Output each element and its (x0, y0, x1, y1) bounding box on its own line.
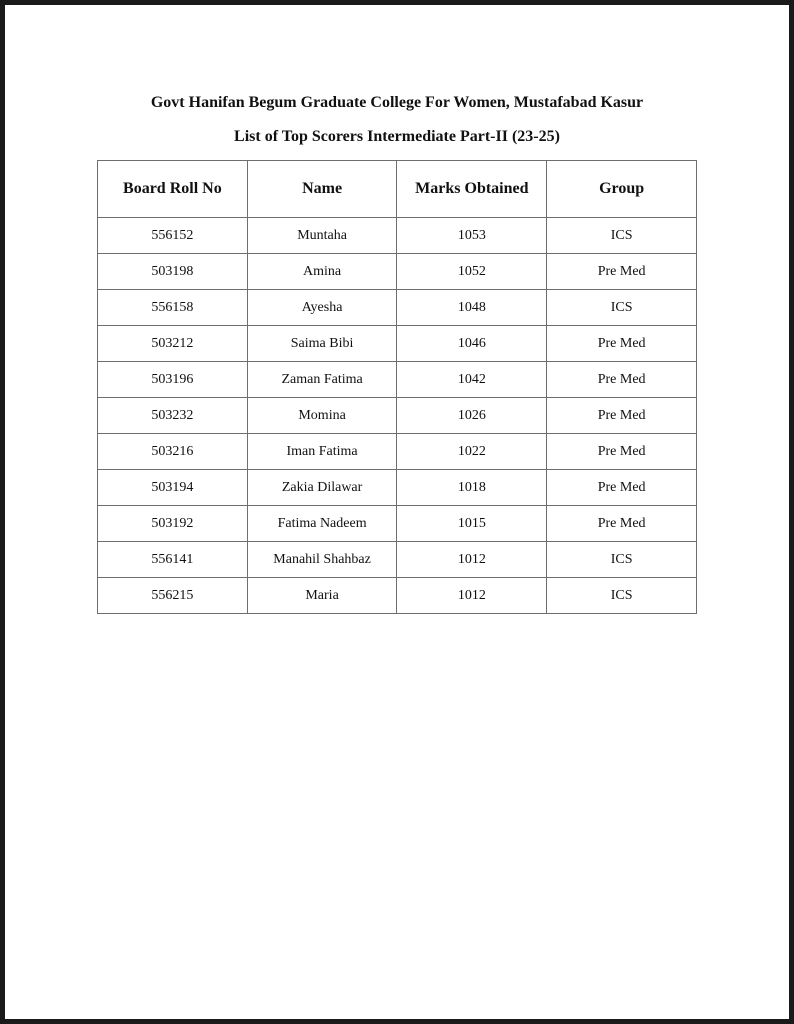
cell-name: Iman Fatima (247, 434, 397, 470)
table-row (98, 254, 697, 290)
cell-group: Pre Med (547, 326, 697, 362)
cell-roll: 556158 (98, 290, 248, 326)
cell-group: ICS (547, 290, 697, 326)
cell-marks: 1026 (397, 398, 547, 434)
cell-roll: 503196 (98, 362, 248, 398)
cell-group: Pre Med (547, 398, 697, 434)
table-row (98, 218, 697, 254)
cell-roll: 503212 (98, 326, 248, 362)
cell-marks: 1048 (397, 290, 547, 326)
table-row (98, 326, 697, 362)
cell-name: Saima Bibi (247, 326, 397, 362)
table-row (98, 578, 697, 614)
table-header-row (98, 161, 697, 218)
list-title: List of Top Scorers Intermediate Part-II (23-25) (234, 128, 560, 145)
cell-group: Pre Med (547, 506, 697, 542)
cell-roll: 503194 (98, 470, 248, 506)
table-row (98, 434, 697, 470)
cell-name: Zakia Dilawar (247, 470, 397, 506)
table-row (98, 398, 697, 434)
table-row (98, 290, 697, 326)
cell-roll: 556152 (98, 218, 248, 254)
cell-name: Manahil Shahbaz (247, 542, 397, 578)
cell-roll: 503216 (98, 434, 248, 470)
top-scorers-table (97, 160, 697, 614)
cell-marks: 1042 (397, 362, 547, 398)
cell-name: Maria (247, 578, 397, 614)
cell-marks: 1022 (397, 434, 547, 470)
table-row (98, 542, 697, 578)
table-row (98, 470, 697, 506)
table-row (98, 362, 697, 398)
cell-marks: 1046 (397, 326, 547, 362)
cell-marks: 1018 (397, 470, 547, 506)
cell-marks: 1053 (397, 218, 547, 254)
header-marks-obtained: Marks Obtained (397, 161, 547, 218)
cell-marks: 1012 (397, 542, 547, 578)
header-name: Name (247, 161, 397, 218)
cell-group: Pre Med (547, 470, 697, 506)
cell-name: Zaman Fatima (247, 362, 397, 398)
cell-group: ICS (547, 218, 697, 254)
cell-group: Pre Med (547, 434, 697, 470)
cell-roll: 503198 (98, 254, 248, 290)
table-row (98, 506, 697, 542)
college-title: Govt Hanifan Begum Graduate College For Women, Mustafabad Kasur (150, 94, 644, 111)
cell-roll: 503232 (98, 398, 248, 434)
cell-marks: 1015 (397, 506, 547, 542)
cell-group: Pre Med (547, 254, 697, 290)
cell-group: ICS (547, 542, 697, 578)
cell-name: Momina (247, 398, 397, 434)
cell-name: Ayesha (247, 290, 397, 326)
cell-name: Muntaha (247, 218, 397, 254)
header-board-roll-no: Board Roll No (98, 161, 248, 218)
cell-group: Pre Med (547, 362, 697, 398)
cell-roll: 503192 (98, 506, 248, 542)
cell-roll: 556141 (98, 542, 248, 578)
cell-marks: 1012 (397, 578, 547, 614)
cell-name: Amina (247, 254, 397, 290)
cell-name: Fatima Nadeem (247, 506, 397, 542)
cell-group: ICS (547, 578, 697, 614)
header-group: Group (547, 161, 697, 218)
cell-marks: 1052 (397, 254, 547, 290)
cell-roll: 556215 (98, 578, 248, 614)
